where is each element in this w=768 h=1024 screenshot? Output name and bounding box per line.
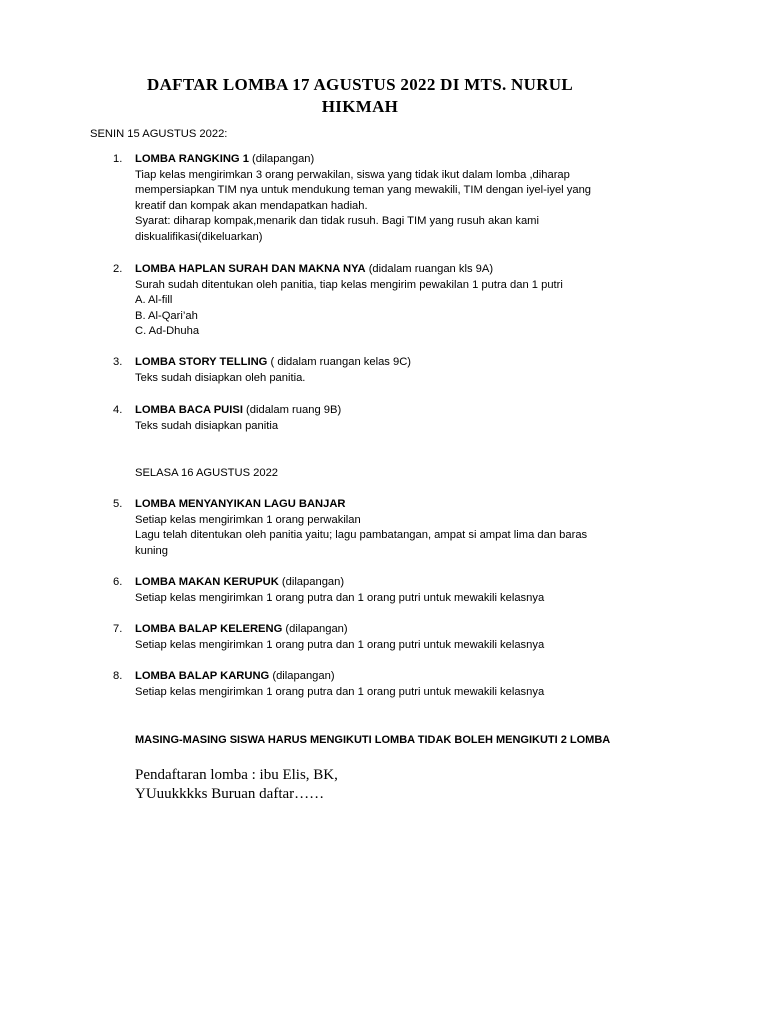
item-detail-line: diskualifikasi(dikeluarkan) xyxy=(135,230,263,243)
item-detail-line: Teks sudah disiapkan oleh panitia. xyxy=(135,371,306,384)
competition-name: LOMBA MENYANYIKAN LAGU BANJAR xyxy=(135,498,346,510)
day-heading-tuesday: SELASA 16 AGUSTUS 2022 xyxy=(135,467,279,479)
item-detail-line: Surah sudah ditentukan oleh panitia, tiap kelas mengirim pewakilan 1 putra dan 1 putri xyxy=(135,278,563,291)
item-heading xyxy=(135,622,675,638)
document-title xyxy=(140,74,580,118)
item-heading xyxy=(135,575,675,591)
item-body xyxy=(135,575,675,606)
competition-location: (dilapangan) xyxy=(269,670,335,682)
item-body xyxy=(135,355,675,386)
title-line-2: HIKMAH xyxy=(321,97,399,116)
item-detail-line: Lagu telah ditentukan oleh panitia yaitu; lagu pambatangan, ampat si ampat lima dan baras xyxy=(135,529,588,542)
call-to-action-line: YUuukkkks Buruan daftar…… xyxy=(135,786,325,802)
item-number: 7. xyxy=(113,623,123,635)
item-body xyxy=(135,403,675,434)
item-detail-line: kreatif dan kompak akan mendapatkan hadiah. xyxy=(135,199,368,212)
competition-location: ( didalam ruangan kelas 9C) xyxy=(267,356,412,368)
item-heading xyxy=(135,262,675,278)
item-heading xyxy=(135,669,675,685)
registration-line: Pendaftaran lomba : ibu Elis, BK, xyxy=(135,767,338,783)
item-heading xyxy=(135,497,675,513)
item-number: 1. xyxy=(113,153,123,165)
competition-name: LOMBA HAPLAN SURAH DAN MAKNA NYA xyxy=(135,263,366,275)
item-detail-line: Tiap kelas mengirimkan 3 orang perwakilan, siswa yang tidak ikut dalam lomba ,diharap xyxy=(135,168,570,181)
item-body xyxy=(135,669,675,700)
competition-name: LOMBA RANGKING 1 xyxy=(135,153,249,165)
competition-location: (dilapangan) xyxy=(248,153,315,165)
item-number: 2. xyxy=(113,263,123,275)
item-number: 6. xyxy=(113,576,123,588)
item-detail-line: B. Al-Qari’ah xyxy=(135,309,198,322)
competition-location: (dilapangan) xyxy=(278,576,345,588)
competition-name: LOMBA BALAP KARUNG xyxy=(135,670,270,682)
item-number: 3. xyxy=(113,356,123,368)
competition-location: (didalam ruang 9B) xyxy=(242,404,342,416)
title-line-1: DAFTAR LOMBA 17 AGUSTUS 2022 DI MTS. NURUL xyxy=(147,75,573,94)
item-detail-line: Setiap kelas mengirimkan 1 orang putra dan 1 orang putri untuk mewakili kelasnya xyxy=(135,685,545,698)
rule-notice: MASING-MASING SISWA HARUS MENGIKUTI LOMBA TIDAK BOLEH MENGIKUTI 2 LOMBA xyxy=(135,734,611,746)
item-detail-line: Setiap kelas mengirimkan 1 orang perwakilan xyxy=(135,513,361,526)
day-heading-monday: SENIN 15 AGUSTUS 2022: xyxy=(90,128,228,140)
competition-name: LOMBA MAKAN KERUPUK xyxy=(135,576,279,588)
competition-name: LOMBA BALAP KELERENG xyxy=(135,623,283,635)
item-detail-line: mempersiapkan TIM nya untuk mendukung teman yang mewakili, TIM dengan iyel-iyel yang xyxy=(135,184,592,197)
item-detail-line: Syarat: diharap kompak,menarik dan tidak rusuh. Bagi TIM yang rusuh akan kami xyxy=(135,215,539,228)
competition-location: (didalam ruangan kls 9A) xyxy=(365,263,494,275)
item-detail-line: Teks sudah disiapkan panitia xyxy=(135,419,279,432)
item-number: 8. xyxy=(113,670,123,682)
item-detail-line: Setiap kelas mengirimkan 1 orang putra dan 1 orang putri untuk mewakili kelasnya xyxy=(135,591,545,604)
item-number: 4. xyxy=(113,404,123,416)
item-detail-line: C. Ad-Dhuha xyxy=(135,325,200,338)
item-heading xyxy=(135,403,675,419)
competition-name: LOMBA STORY TELLING xyxy=(135,356,268,368)
item-body xyxy=(135,622,675,653)
item-detail-line: Setiap kelas mengirimkan 1 orang putra dan 1 orang putri untuk mewakili kelasnya xyxy=(135,638,545,651)
competition-name: LOMBA BACA PUISI xyxy=(135,404,243,416)
item-body xyxy=(135,497,675,559)
item-number: 5. xyxy=(113,498,123,510)
item-body xyxy=(135,152,675,246)
registration-footer xyxy=(135,766,338,804)
item-heading xyxy=(135,152,675,168)
item-body xyxy=(135,262,675,340)
item-heading xyxy=(135,355,675,371)
item-detail-line: A. Al-fill xyxy=(135,294,173,307)
item-detail-line: kuning xyxy=(135,544,168,557)
competition-location: (dilapangan) xyxy=(282,623,348,635)
